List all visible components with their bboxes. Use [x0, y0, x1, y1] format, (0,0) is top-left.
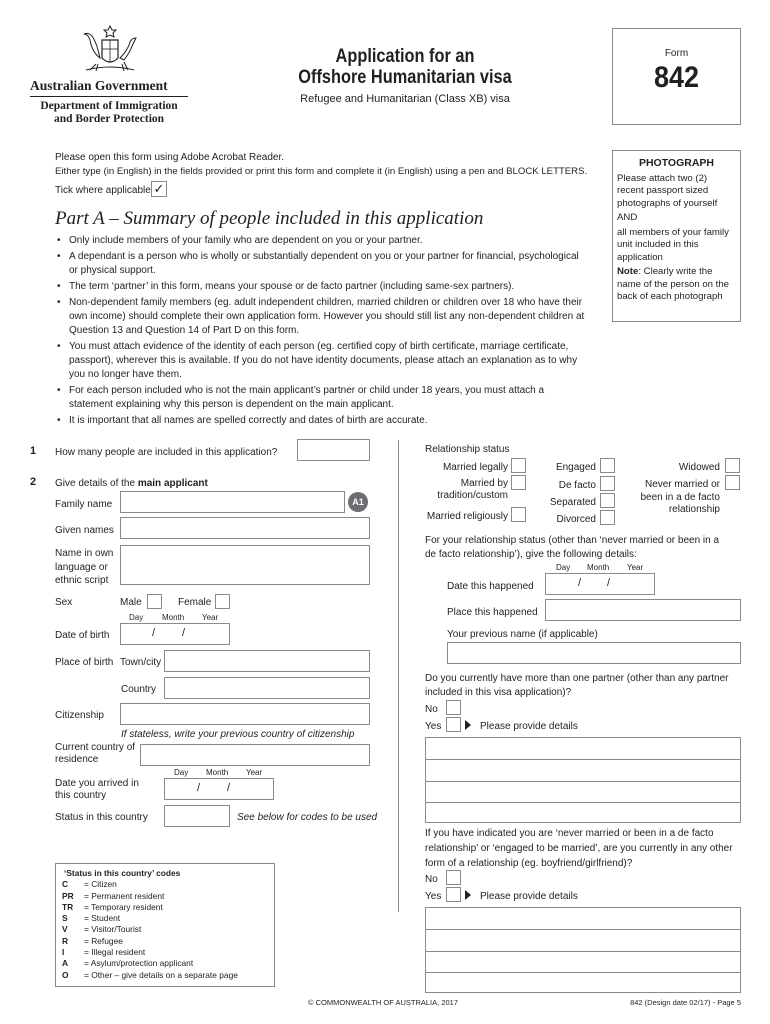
town-city-label: Town/city [120, 657, 162, 668]
coat-of-arms-crest [66, 24, 154, 74]
divorced-checkbox[interactable] [600, 510, 615, 525]
happened-month-label: Month [587, 563, 610, 572]
other-relationship-details-box[interactable] [425, 907, 741, 993]
bullet-item: • It is important that all names are spelled correctly and dates of birth are accurate. [55, 414, 590, 428]
photograph-note [617, 266, 736, 304]
status-code-row [62, 879, 274, 890]
status-codes-hint: See below for codes to be used [237, 812, 378, 823]
married-tradition-label [420, 478, 508, 502]
never-married-line-1: Never married or [644, 479, 720, 490]
female-checkbox[interactable] [215, 594, 230, 609]
never-married-checkbox[interactable] [725, 475, 740, 490]
status-codes-title: ‘Status in this country’ codes [64, 868, 181, 878]
de-facto-label: De facto [558, 480, 596, 491]
engaged-label: Engaged [555, 462, 596, 473]
question-2-text [55, 477, 208, 490]
form-label: Form [664, 48, 689, 59]
question-2-number: 2 [30, 476, 37, 488]
note-label: Note [617, 266, 639, 277]
male-label: Male [120, 597, 142, 608]
happened-year-label: Year [627, 563, 644, 572]
dob-year-label: Year [202, 613, 219, 622]
arrival-date-line-1: Date you arrived in [55, 778, 139, 789]
current-country-line-1: Current country of [55, 742, 136, 753]
relationship-title: Relationship status [425, 444, 510, 455]
people-count-input[interactable] [297, 439, 370, 461]
citizenship-input[interactable] [120, 703, 370, 725]
relationship-details-line-2: de facto relationship’), give the following details: [425, 549, 637, 560]
de-facto-checkbox[interactable] [600, 476, 615, 491]
stateless-note: If stateless, write your previous country of citizenship [121, 729, 355, 740]
partner-no-label: No [425, 704, 438, 715]
status-code-description: = Asylum/protection applicant [84, 958, 194, 969]
arrival-date-line-2: this country [55, 790, 107, 801]
question-1-number: 1 [30, 445, 37, 457]
own-language-line-2: language or [55, 561, 108, 573]
part-a-bullets [55, 234, 590, 430]
other-relationship-question [425, 826, 733, 871]
date-separator: / [182, 627, 186, 639]
arrival-date-label [55, 778, 139, 802]
status-code: O [62, 969, 69, 980]
status-code-row [62, 902, 274, 913]
arrival-year-label: Year [246, 768, 263, 777]
other-relationship-line-2: relationship’ or ‘engaged to be married’, are you currently in any other [425, 843, 733, 854]
separated-label: Separated [549, 497, 596, 508]
bullet-item: • For each person included who is not the main applicant’s partner or child under 18 years, you must attach a statement explaining why this person is dependent on the main applicant. [55, 384, 590, 412]
other-relationship-yes-label: Yes [425, 891, 442, 902]
date-separator: / [607, 577, 611, 589]
other-relationship-provide-details: Please provide details [480, 891, 578, 902]
date-separator: / [227, 782, 231, 794]
department-line-1: Department of Immigration [40, 100, 178, 112]
married-tradition-line-1: Married by [460, 478, 508, 489]
arrival-date-input[interactable] [164, 778, 274, 800]
place-happened-input[interactable] [545, 599, 741, 621]
applicant-badge-icon: A1 [348, 492, 368, 512]
date-happened-input[interactable] [545, 573, 655, 595]
widowed-checkbox[interactable] [725, 458, 740, 473]
status-code-input[interactable] [164, 805, 230, 827]
arrival-day-label: Day [174, 768, 189, 777]
married-religiously-label: Married religiously [426, 511, 508, 522]
divorced-label: Divorced [556, 514, 596, 525]
form-number-box [612, 28, 741, 125]
current-country-input[interactable] [140, 744, 370, 766]
own-language-line-3: ethnic script [55, 575, 109, 586]
header-divider [30, 96, 188, 97]
status-code-description: = Illegal resident [84, 947, 146, 958]
status-label: Status in this country [55, 812, 148, 823]
note-text: : Clearly write the name of the person on the back of each photograph [617, 266, 730, 302]
status-code: PR [62, 890, 74, 901]
other-relationship-yes-checkbox[interactable] [446, 887, 461, 902]
never-married-line-2: been in a de facto [640, 491, 720, 503]
question-2-prefix: Give details of the [55, 478, 138, 489]
page-number: 842 (Design date 02/17) - Page 5 [630, 998, 741, 1007]
status-code-description: = Temporary resident [84, 901, 163, 912]
married-tradition-checkbox[interactable] [511, 475, 526, 490]
date-separator: / [197, 782, 201, 794]
dob-day-label: Day [129, 613, 144, 622]
status-code: R [62, 935, 69, 946]
previous-name-label: Your previous name (if applicable) [447, 629, 598, 640]
widowed-label: Widowed [678, 462, 720, 473]
status-code-row [62, 970, 274, 981]
status-code-row [62, 958, 274, 969]
married-religiously-checkbox[interactable] [511, 507, 526, 522]
status-code-row [62, 936, 274, 947]
form-title-line-1: Application for an [335, 46, 475, 67]
sex-label: Sex [55, 597, 73, 608]
multiple-partner-line-1: Do you currently have more than one partner (other than any partner [425, 673, 729, 684]
status-code-row [62, 947, 274, 958]
married-legally-label: Married legally [442, 462, 508, 473]
bullet-item: • You must attach evidence of the identity of each person (eg. certified copy of birth certificate, marriage certificate, passport), wherever this is available. If you do not have identity documents, please attach an explanation as to why you no longer have them. [55, 340, 590, 382]
other-relationship-no-label: No [425, 874, 438, 885]
status-code-description: = Citizen [84, 879, 117, 890]
country-label: Country [121, 684, 157, 695]
other-relationship-no-checkbox[interactable] [446, 870, 461, 885]
married-legally-checkbox[interactable] [511, 458, 526, 473]
own-language-name-input[interactable] [120, 545, 370, 585]
happened-day-label: Day [556, 563, 571, 572]
status-code: TR [62, 901, 74, 912]
own-language-label [55, 547, 113, 588]
never-married-line-3: relationship [668, 504, 720, 515]
status-code-description: = Student [84, 913, 121, 924]
status-code-row [62, 913, 274, 924]
family-name-input[interactable] [120, 491, 345, 513]
multiple-partner-question [425, 672, 729, 700]
photograph-text-2: all members of your family unit included in this application [617, 226, 729, 263]
tick-example-icon: ✓ [151, 181, 167, 197]
dob-month-label: Month [162, 613, 185, 622]
given-names-label: Given names [55, 525, 114, 536]
multiple-partner-line-2: included in this visa application)? [425, 687, 572, 698]
form-title [298, 46, 513, 88]
relationship-details-text [425, 534, 719, 562]
status-codes-list [62, 879, 274, 981]
status-code-row [62, 891, 274, 902]
photograph-and: AND [617, 212, 638, 223]
citizenship-label: Citizenship [55, 710, 104, 721]
part-a-title: Part A – Summary of people included in this application [55, 208, 484, 229]
copyright: © COMMONWEALTH OF AUSTRALIA, 2017 [308, 998, 458, 1007]
arrow-right-icon [465, 890, 471, 900]
status-codes-box [55, 863, 275, 987]
government-name: Australian Government [30, 78, 168, 93]
date-separator: / [152, 627, 156, 639]
dob-label: Date of birth [55, 630, 110, 641]
status-code-description: = Refugee [84, 935, 123, 946]
male-checkbox[interactable] [147, 594, 162, 609]
place-of-birth-label: Place of birth [55, 657, 114, 668]
other-relationship-line-3: form of a relationship (eg. boyfriend/girlfriend)? [425, 858, 633, 869]
status-code: I [62, 947, 65, 958]
question-1-text: How many people are included in this application? [55, 447, 278, 458]
partner-details-box[interactable] [425, 737, 741, 823]
bullet-item: • The term ‘partner’ in this form, means your spouse or de facto partner (including same-sex partners). [55, 280, 590, 294]
separated-checkbox[interactable] [600, 493, 615, 508]
status-code: C [62, 879, 69, 890]
date-of-birth-input[interactable] [120, 623, 230, 645]
form-title-line-2: Offshore Humanitarian visa [298, 67, 512, 88]
date-happened-label: Date this happened [447, 581, 534, 592]
status-code: S [62, 913, 68, 924]
status-code: V [62, 924, 68, 935]
arrival-month-label: Month [206, 768, 229, 777]
status-code-description: = Visitor/Tourist [84, 924, 142, 935]
place-happened-label: Place this happened [447, 607, 538, 618]
female-label: Female [178, 597, 212, 608]
previous-name-input[interactable] [447, 642, 741, 664]
current-country-line-2: residence [55, 754, 99, 765]
column-divider [398, 440, 399, 912]
date-separator: / [578, 577, 582, 589]
photograph-text-1: Please attach two (2) recent passport sized photographs of yourself [617, 172, 718, 209]
current-country-label [55, 742, 135, 766]
bullet-item: • A dependant is a person who is wholly or substantially dependent on you or your partner for financial, psychological or physical support. [55, 250, 590, 278]
tick-instruction: Tick where applicable [55, 185, 151, 196]
partner-provide-details: Please provide details [480, 721, 578, 732]
birth-town-input[interactable] [164, 650, 370, 672]
form-subtitle: Refugee and Humanitarian (Class XB) visa [300, 93, 510, 105]
married-tradition-line-2: tradition/custom [437, 490, 508, 501]
arrow-right-icon [465, 720, 471, 730]
partner-no-checkbox[interactable] [446, 700, 461, 715]
other-relationship-line-1: If you have indicated you are ‘never married or been in a de facto [425, 828, 714, 839]
instruction-line-1: Please open this form using Adobe Acrobat Reader. [55, 152, 285, 163]
photograph-title: PHOTOGRAPH [638, 157, 715, 169]
instruction-line-2: Either type (in English) in the fields provided or print this form and complete it (in English) using a pen and BLOCK LETTERS. [55, 166, 588, 177]
partner-yes-checkbox[interactable] [446, 717, 461, 732]
relationship-details-line-1: For your relationship status (other than ‘never married or been in a [425, 535, 720, 546]
own-language-line-1: Name in own [55, 548, 114, 559]
department-line-2: and Border Protection [53, 113, 165, 125]
status-code: A [62, 958, 69, 969]
status-code-description: = Other – give details on a separate page [84, 969, 238, 980]
bullet-item: • Only include members of your family who are dependent on you or your partner. [55, 234, 590, 248]
given-names-input[interactable] [120, 517, 370, 539]
photograph-panel [612, 150, 741, 322]
family-name-label: Family name [55, 499, 113, 510]
status-code-description: = Permanent resident [84, 890, 165, 901]
question-2-bold: main applicant [137, 478, 208, 489]
partner-yes-label: Yes [425, 721, 442, 732]
status-code-row [62, 924, 274, 935]
birth-country-input[interactable] [164, 677, 370, 699]
bullet-item: • Non-dependent family members (eg. adult independent children, married children or children over 18 who have their own income) should complete their own application form. However you should still list any non-dependent children at Question 13 and Question 14 of Part D on this form. [55, 296, 590, 338]
engaged-checkbox[interactable] [600, 458, 615, 473]
never-married-label [630, 479, 720, 517]
department-name [30, 100, 188, 126]
form-number: 842 [653, 61, 700, 94]
